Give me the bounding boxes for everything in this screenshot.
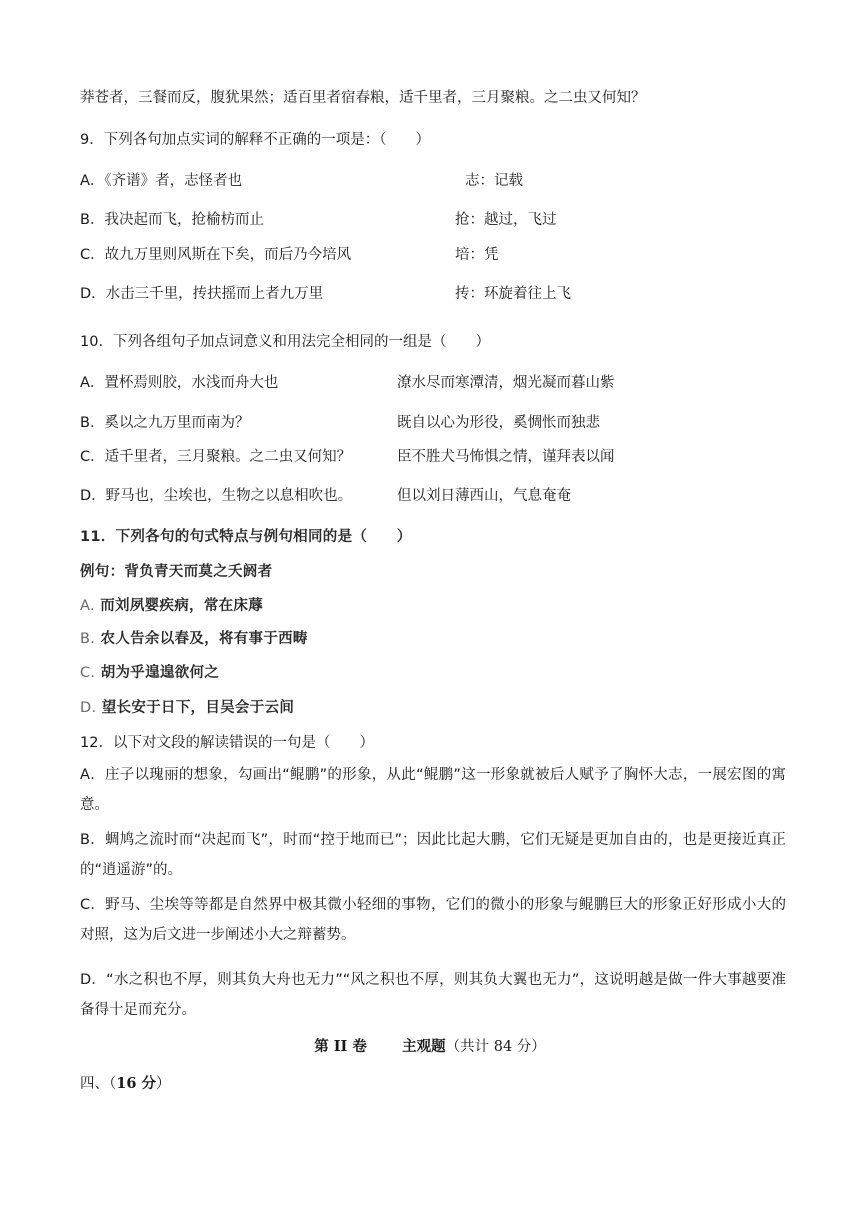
q10-option-b-pair: 既自以心为形役，奚惆怅而独悲: [397, 415, 600, 431]
q11-option-c-text: 胡为乎遑遑欲何之: [100, 665, 220, 681]
q11-option-a: [80, 596, 263, 616]
q9-option-a-gloss: 志：记载: [465, 173, 523, 189]
section-four-score: 16 分: [116, 1075, 156, 1092]
part-two-title: 主观题: [402, 1038, 446, 1055]
q11-option-c: [80, 663, 219, 683]
passage-tail-line: 莽苍者，三餐而反，腹犹果然；适百里者宿春粮，适千里者，三月聚粮。之二虫又何知？: [80, 90, 646, 106]
q11-example: 例句：背负青天而莫之夭阏者: [80, 564, 273, 580]
q10-option-c: C．适千里者，三月聚粮。之二虫又何知？: [80, 449, 352, 465]
q12-option-d: D．“水之积也不厚，则其负大舟也无力”“风之积也不厚，则其负大翼也无力”，这说明越是做一件大事越要准备得十足而充分。: [80, 972, 786, 1018]
q9-option-d-gloss: 抟：环旋着往上飞: [455, 286, 571, 302]
q11-option-d-text: 望长安于日下，目吴会于云间: [101, 700, 295, 716]
q10-stem: 10．下列各组句子加点词意义和用法完全相同的一组是（ ）: [80, 334, 490, 350]
section-four-label: 四、（: [80, 1076, 117, 1092]
q11-option-d: [80, 698, 294, 718]
q12-option-b: B．蜩鸠之流时而“决起而飞”，时而“控于地而已”；因此比起大鹏，它们无疑是更加自由的，也是更接近真正的“逍遥游”的。: [80, 832, 786, 878]
q11-option-b-text: 农人告余以春及，将有事于西畴: [100, 631, 308, 647]
part-two-score: （共计 84 分）: [445, 1039, 546, 1055]
section-four-heading: [80, 1074, 170, 1094]
q10-option-d-pair: 但以刘日薄西山，气息奄奄: [397, 488, 571, 504]
q9-option-b: B．我决起而飞，抢榆枋而止: [80, 212, 264, 228]
q9-option-c-gloss: 培：凭: [455, 247, 499, 263]
q11-stem: 11．下列各句的句式特点与例句相同的是（ ）: [80, 529, 412, 545]
q10-option-a: A．置杯焉则胶，水浅而舟大也: [80, 375, 279, 391]
q12-option-a: A．庄子以瑰丽的想象，勾画出“鲲鹏”的形象，从此“鲲鹏”这一形象就被后人赋予了胸怀大志，一展宏图的寓意。: [80, 767, 786, 813]
q12-stem: 12．以下对文段的解读错误的一句是（ ）: [80, 735, 374, 751]
q12-option-c: C．野马、尘埃等等都是自然界中极其微小轻细的事物，它们的微小的形象与鲲鹏巨大的形象正好形成小大的对照，这为后文进一步阐述小大之辩蓄势。: [80, 897, 786, 943]
q11-option-c-letter: C.: [80, 665, 96, 681]
q9-stem: 9．下列各句加点实词的解释不正确的一项是：（ ）: [80, 132, 430, 148]
q10-option-b: B．奚以之九万里而南为？: [80, 415, 250, 431]
q9-option-c: C．故九万里则风斯在下矣，而后乃今培风: [80, 247, 352, 263]
q10-option-a-pair: 潦水尽而寒潭清，烟光凝而暮山紫: [397, 375, 615, 391]
q11-option-a-text: 而刘夙婴疾病，常在床蓐: [100, 598, 264, 614]
q10-option-d: D．野马也，尘埃也，生物之以息相吹也。: [80, 488, 353, 504]
part-two-label: 第 II 卷: [314, 1038, 367, 1055]
q11-option-b-letter: B.: [80, 631, 96, 647]
section-four-close: ）: [155, 1076, 171, 1092]
q11-option-d-letter: D.: [80, 700, 97, 716]
part-two-heading: [0, 1037, 860, 1057]
q10-option-c-pair: 臣不胜犬马怖惧之情，谨拜表以闻: [397, 449, 615, 465]
q11-option-b: [80, 629, 308, 649]
q9-option-b-gloss: 抢：越过，飞过: [455, 212, 557, 228]
q9-option-d: D．水击三千里，抟扶摇而上者九万里: [80, 286, 324, 302]
q9-option-a: A．《齐谱》者，志怪者也: [80, 173, 243, 189]
q11-option-a-letter: A.: [80, 598, 95, 614]
